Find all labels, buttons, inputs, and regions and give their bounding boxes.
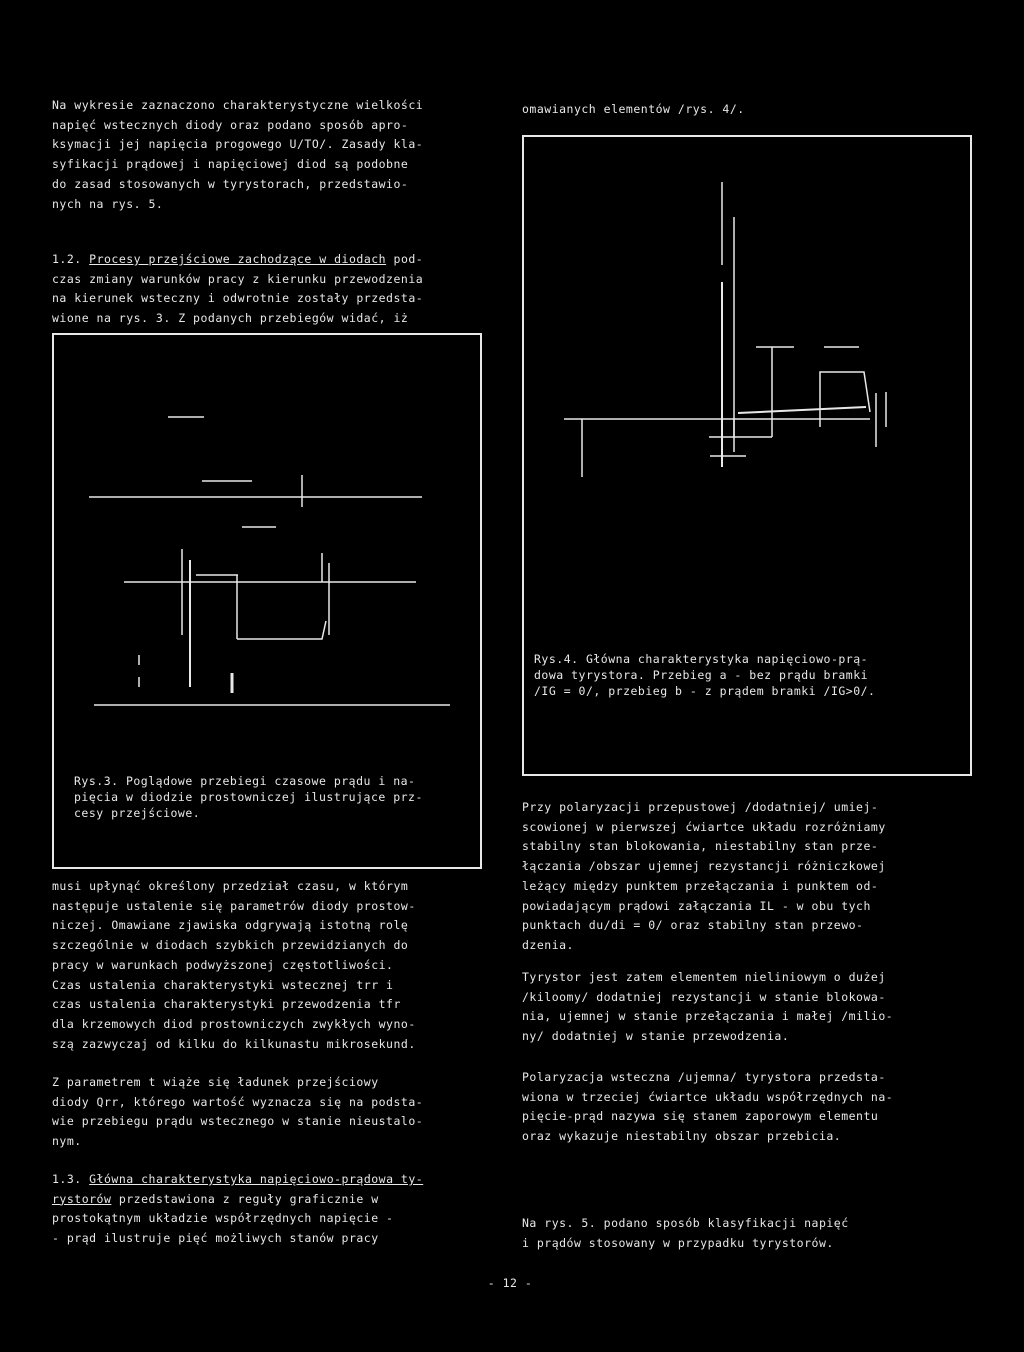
left-body-paragraph	[52, 877, 482, 1054]
figure-4-frame	[522, 135, 972, 776]
figure-3-frame	[52, 333, 482, 869]
text-line: scowionej w pierwszej ćwiartce układu rozróżniamy	[522, 819, 886, 834]
caption-line: Rys.4. Główna charakterystyka napięciowo-prą-	[534, 652, 869, 666]
text-line: prostokątnym układzie współrzędnych napięcie -	[52, 1211, 394, 1226]
left-qrr-paragraph	[52, 1073, 482, 1152]
text-line: wie przebiegu prądu wstecznego w stanie nieustalo-	[52, 1114, 424, 1129]
text-line: wiona w trzeciej ćwiartce układu współrzędnych na-	[522, 1089, 894, 1104]
page-number	[470, 1274, 550, 1294]
text-line: powiadającym prądowi załączania IL - w obu tych	[522, 898, 871, 913]
text-line: szą zazwyczaj od kilku do kilkunastu mikrosekund.	[52, 1036, 416, 1051]
figure-3-caption	[74, 773, 423, 821]
text-line: dla krzemowych diod prostowniczych zwykłych wyno-	[52, 1016, 416, 1031]
text-line: ksymacji jej napięcia progowego U/TO/. Zasady kla-	[52, 137, 424, 152]
text-line: Czas ustalenia charakterystyki wstecznej trr i	[52, 977, 394, 992]
right-reverse-bias-paragraph	[522, 1068, 972, 1147]
text-line: diody Qrr, którego wartość wyznacza się na podsta-	[52, 1094, 424, 1109]
right-forward-bias-paragraph	[522, 798, 972, 956]
text-line: łączania /obszar ujemnej rezystancji różniczkowej	[522, 859, 886, 874]
text-line: do zasad stosowanych w tyrystorach, przedstawio-	[52, 176, 409, 191]
section-title: Główna charakterystyka napięciowo-prądowa ty-	[89, 1172, 424, 1186]
text-line: nych na rys. 5.	[52, 196, 164, 211]
text-line: syfikacji prądowej i napięciowej diod są podobne	[52, 157, 409, 172]
text-line: stabilny stan blokowania, niestabilny stan prze-	[522, 839, 879, 854]
caption-line: dowa tyrystora. Przebieg a - bez prądu bramki	[534, 668, 869, 682]
text-line: - prąd ilustruje pięć możliwych stanów pracy	[52, 1231, 379, 1246]
section-number: 1.3.	[52, 1172, 82, 1186]
text-line: i prądów stosowany w przypadku tyrystorów.	[522, 1235, 834, 1250]
section-heading-line	[52, 1170, 482, 1190]
caption-line: cesy przejściowe.	[74, 806, 201, 820]
text-line: /kiloomy/ dodatniej rezystancji w stanie blokowa-	[522, 989, 886, 1004]
section-1-2	[52, 250, 482, 329]
text-line: leżący między punktem przełączania i punktem od-	[522, 878, 879, 893]
text-line: musi upłynąć określony przedział czasu, w którym	[52, 879, 409, 893]
text-line: wione na rys. 3. Z podanych przebiegów widać, iż	[52, 311, 409, 326]
text-line: Z parametrem t wiąże się ładunek przejściowy	[52, 1075, 379, 1089]
caption-line: pięcia w diodzie prostowniczej ilustrujące prz-	[74, 790, 423, 804]
text-line: szczególnie w diodach szybkich przewidzianych do	[52, 938, 409, 953]
text-line: dzenia.	[522, 937, 574, 952]
text-line: omawianych elementów /rys. 4/.	[522, 102, 745, 116]
section-heading-line	[52, 250, 482, 270]
section-title: Procesy przejściowe zachodzące w diodach	[89, 252, 387, 266]
text-line: Na wykresie zaznaczono charakterystyczne wielkości	[52, 98, 424, 112]
text-line: następuje ustalenie się parametrów diody prostow-	[52, 898, 416, 913]
page-number-text: - 12 -	[487, 1276, 533, 1290]
text-line: napięć wstecznych diody oraz podano sposób apro-	[52, 117, 409, 132]
text-line: Przy polaryzacji przepustowej /dodatniej/ umiej-	[522, 800, 879, 814]
right-nonlinear-paragraph	[522, 968, 972, 1047]
text-line: Tyrystor jest zatem elementem nieliniowym o dużej	[522, 970, 886, 984]
text-line: pracy w warunkach podwyższonej częstotliwości.	[52, 957, 394, 972]
text-line: nia, ujemnej w stanie przełączania i małej /milio-	[522, 1009, 894, 1024]
text-line: Polaryzacja wsteczna /ujemna/ tyrystora przedsta-	[522, 1070, 886, 1084]
caption-line: Rys.3. Poglądowe przebiegi czasowe prądu i na-	[74, 774, 416, 788]
text-line: oraz wykazuje niestabilny obszar przebicia.	[522, 1129, 842, 1144]
text-line: Na rys. 5. podano sposób klasyfikacji napięć	[522, 1216, 849, 1230]
text-line: niczej. Omawiane zjawiska odgrywają istotną rolę	[52, 918, 409, 933]
figure-4-caption	[534, 651, 876, 699]
right-classification-paragraph	[522, 1214, 972, 1253]
caption-line: /IG = 0/, przebieg b - z prądem bramki /IG>0/.	[534, 684, 876, 698]
section-title-continued: rystorów	[52, 1191, 112, 1206]
text-line: na kierunek wsteczny i odwrotnie zostały przedsta-	[52, 291, 424, 306]
text-line: pięcie-prąd nazywa się stanem zaporowym elementu	[522, 1109, 879, 1124]
left-intro-paragraph	[52, 96, 482, 214]
text-line: czas ustalenia charakterystyki przewodzenia tfr	[52, 997, 401, 1012]
section-number: 1.2.	[52, 252, 82, 266]
text-line: nym.	[52, 1134, 82, 1149]
text-line: punktach du/di = 0/ oraz stabilny stan przewo-	[522, 918, 864, 933]
text-line: czas zmiany warunków pracy z kierunku przewodzenia	[52, 271, 424, 286]
text-line: ny/ dodatniej w stanie przewodzenia.	[522, 1029, 790, 1044]
section-heading-line	[52, 1190, 482, 1210]
text-fragment: pod-	[393, 252, 424, 266]
text-fragment: przedstawiona z reguły graficznie w	[118, 1191, 379, 1206]
right-intro-line	[522, 100, 972, 120]
section-1-3	[52, 1170, 482, 1249]
